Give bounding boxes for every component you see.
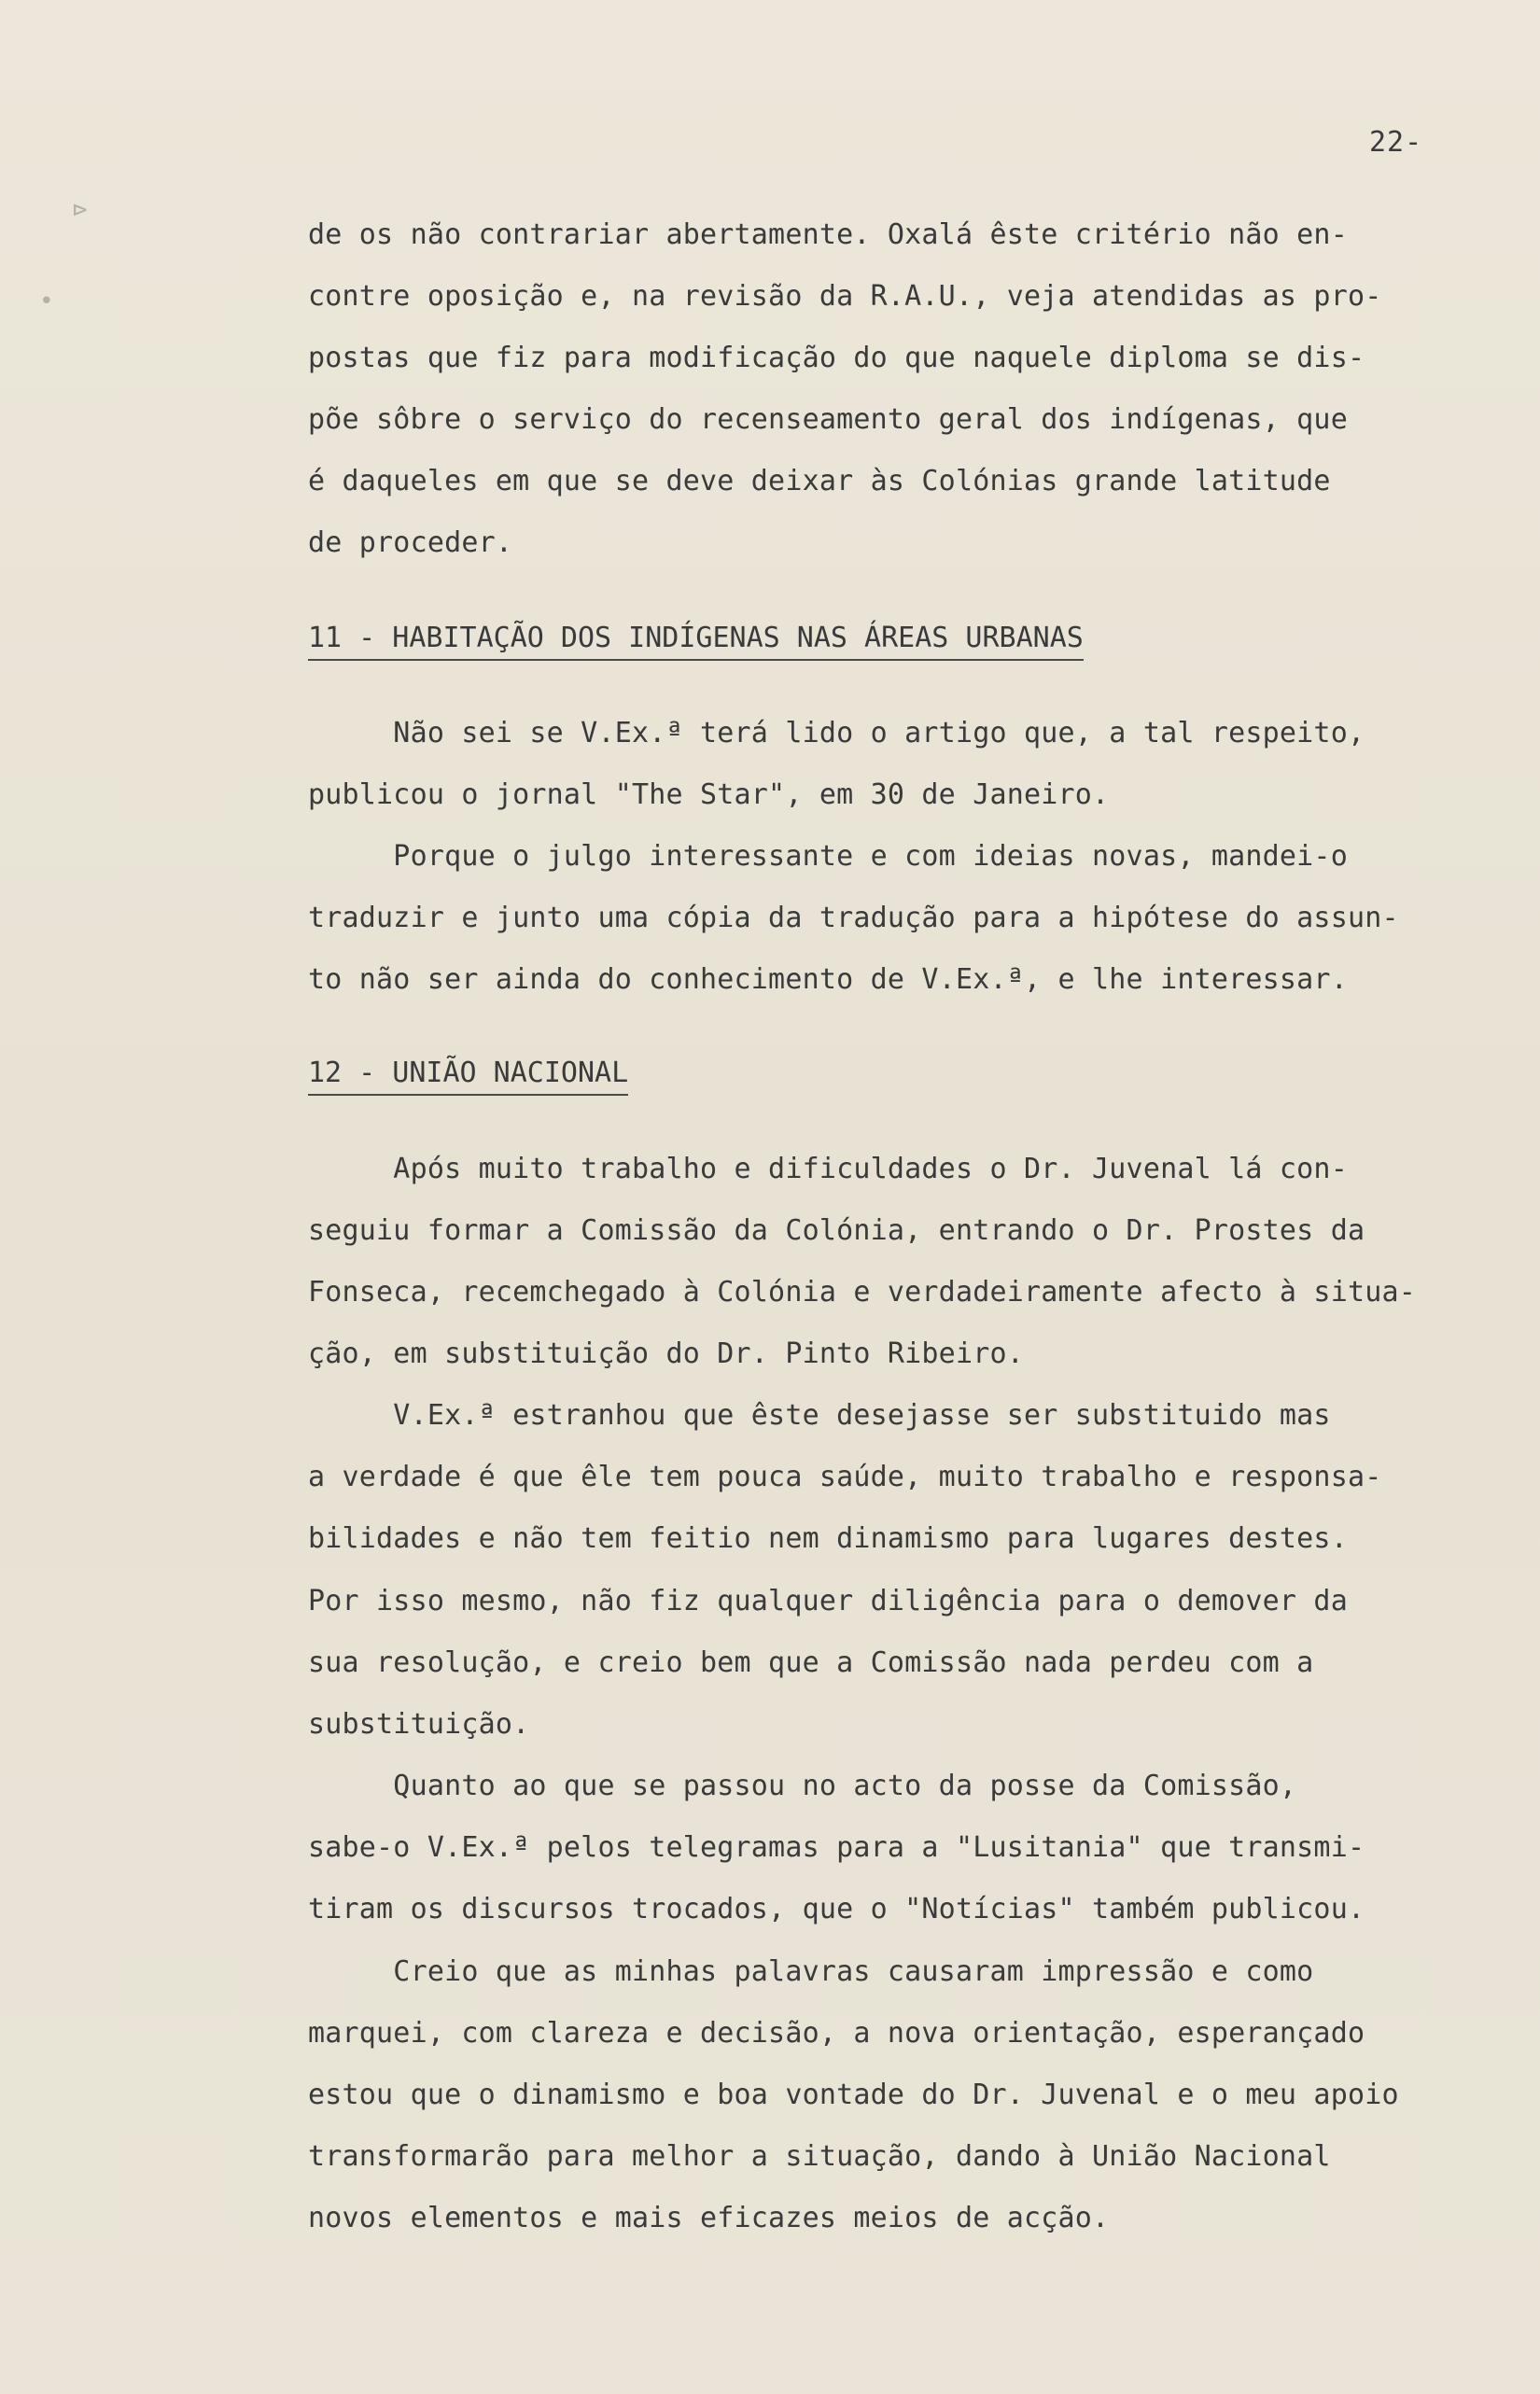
- text-line: V.Ex.ª estranhou que êste desejasse ser substituido mas: [308, 1399, 1331, 1432]
- text-line: de os não contrariar abertamente. Oxalá êste critério não en-: [308, 218, 1348, 251]
- text-line: tiram os discursos trocados, que o "Notícias" também publicou.: [308, 1893, 1365, 1925]
- text-line: põe sôbre o serviço do recenseamento geral dos indígenas, que: [308, 403, 1348, 436]
- text-line: substituição.: [308, 1708, 530, 1741]
- text-line: Por isso mesmo, não fiz qualquer diligência para o demover da: [308, 1585, 1348, 1617]
- text-line: Creio que as minhas palavras causaram impressão e como: [308, 1955, 1314, 1988]
- section-heading-12: 12 - UNIÃO NACIONAL: [308, 1055, 628, 1096]
- text-line: bilidades e não tem feitio nem dinamismo para lugares destes.: [308, 1522, 1348, 1555]
- text-line: postas que fiz para modificação do que naquele diploma se dis-: [308, 342, 1365, 374]
- margin-mark: •: [39, 287, 54, 315]
- text-line: sua resolução, e creio bem que a Comissão nada perdeu com a: [308, 1646, 1314, 1679]
- text-line: novos elementos e mais eficazes meios de acção.: [308, 2202, 1110, 2234]
- text-line: Não sei se V.Ex.ª terá lido o artigo que, a tal respeito,: [308, 717, 1365, 749]
- text-line: sabe-o V.Ex.ª pelos telegramas para a "Lusitania" que transmi-: [308, 1831, 1365, 1864]
- section-heading-11: 11 - HABITAÇÃO DOS INDÍGENAS NAS ÁREAS URBANAS: [308, 620, 1084, 661]
- text-line: de proceder.: [308, 526, 513, 559]
- text-line: a verdade é que êle tem pouca saúde, muito trabalho e responsa-: [308, 1461, 1382, 1493]
- text-line: Quanto ao que se passou no acto da posse da Comissão,: [308, 1770, 1297, 1802]
- text-line: seguiu formar a Comissão da Colónia, entrando o Dr. Prostes da: [308, 1214, 1365, 1247]
- text-line: publicou o jornal "The Star", em 30 de Janeiro.: [308, 778, 1110, 811]
- page-number: 22-: [1369, 126, 1423, 159]
- text-line: contre oposição e, na revisão da R.A.U., veja atendidas as pro-: [308, 280, 1382, 313]
- margin-mark: ⊳: [73, 196, 88, 224]
- text-line: transformarão para melhor a situação, dando à União Nacional: [308, 2140, 1331, 2173]
- text-line: ção, em substituição do Dr. Pinto Ribeiro.: [308, 1337, 1024, 1370]
- text-line: estou que o dinamismo e boa vontade do Dr. Juvenal e o meu apoio: [308, 2079, 1399, 2111]
- text-line: marquei, com clareza e decisão, a nova orientação, esperançado: [308, 2017, 1365, 2050]
- text-line: Porque o julgo interessante e com ideias novas, mandei-o: [308, 840, 1348, 873]
- text-line: é daqueles em que se deve deixar às Colónias grande latitude: [308, 465, 1331, 497]
- text-line: traduzir e junto uma cópia da tradução para a hipótese do assun-: [308, 902, 1399, 934]
- text-line: to não ser ainda do conhecimento de V.Ex.ª, e lhe interessar.: [308, 963, 1348, 996]
- text-line: Fonseca, recemchegado à Colónia e verdadeiramente afecto à situa-: [308, 1276, 1416, 1309]
- text-line: Após muito trabalho e dificuldades o Dr. Juvenal lá con-: [308, 1153, 1348, 1185]
